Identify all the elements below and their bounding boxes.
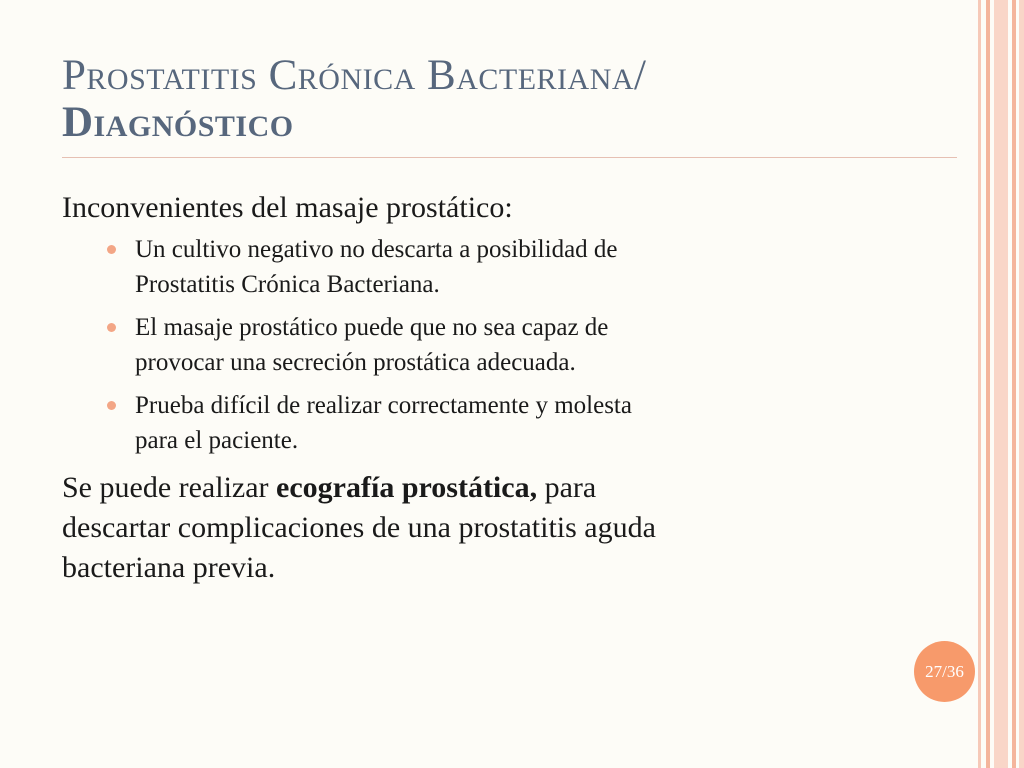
- bullet-line: provocar una secreción prostática adecuada.: [135, 349, 576, 376]
- closing-text-after: para: [537, 471, 597, 504]
- bullet-line: Prueba difícil de realizar correctamente y molesta: [135, 392, 632, 419]
- closing-text-before: Se puede realizar: [62, 471, 277, 504]
- lead-text: Inconvenientes del masaje prostático:: [62, 191, 513, 224]
- title-line-2: Diagnóstico: [62, 99, 294, 146]
- closing-paragraph: [62, 468, 922, 588]
- border-strip-3: [994, 0, 1008, 768]
- slide-title: [62, 52, 922, 146]
- bullet-line: Prostatitis Crónica Bacteriana.: [135, 271, 440, 298]
- bullet-line: El masaje prostático puede que no sea capaz de: [135, 314, 609, 341]
- border-strip-1: [978, 0, 981, 768]
- closing-line-2: descartar complicaciones de una prostatitis aguda: [62, 511, 656, 544]
- title-divider: [62, 157, 957, 158]
- bullet-item: [62, 232, 922, 302]
- bullet-line: para el paciente.: [135, 427, 299, 454]
- bullet-dot-icon: [107, 323, 116, 332]
- bullet-dot-icon: [107, 401, 116, 410]
- bullet-line: Un cultivo negativo no descarta a posibilidad de: [135, 236, 618, 263]
- border-strip-5: [1019, 0, 1024, 768]
- border-strip-4: [1012, 0, 1016, 768]
- bullet-list: [62, 232, 922, 458]
- bullet-item: [62, 310, 922, 380]
- bullet-dot-icon: [107, 245, 116, 254]
- page-number: 27/36: [925, 661, 964, 681]
- title-line-1: Prostatitis Crónica Bacteriana/: [62, 52, 647, 99]
- slide-body: [62, 188, 922, 588]
- border-strip-2: [986, 0, 990, 768]
- bullet-item: [62, 388, 922, 458]
- closing-bold-text: ecografía prostática,: [276, 471, 538, 504]
- closing-line-3: bacteriana previa.: [62, 551, 276, 584]
- page-number-badge: [914, 641, 975, 702]
